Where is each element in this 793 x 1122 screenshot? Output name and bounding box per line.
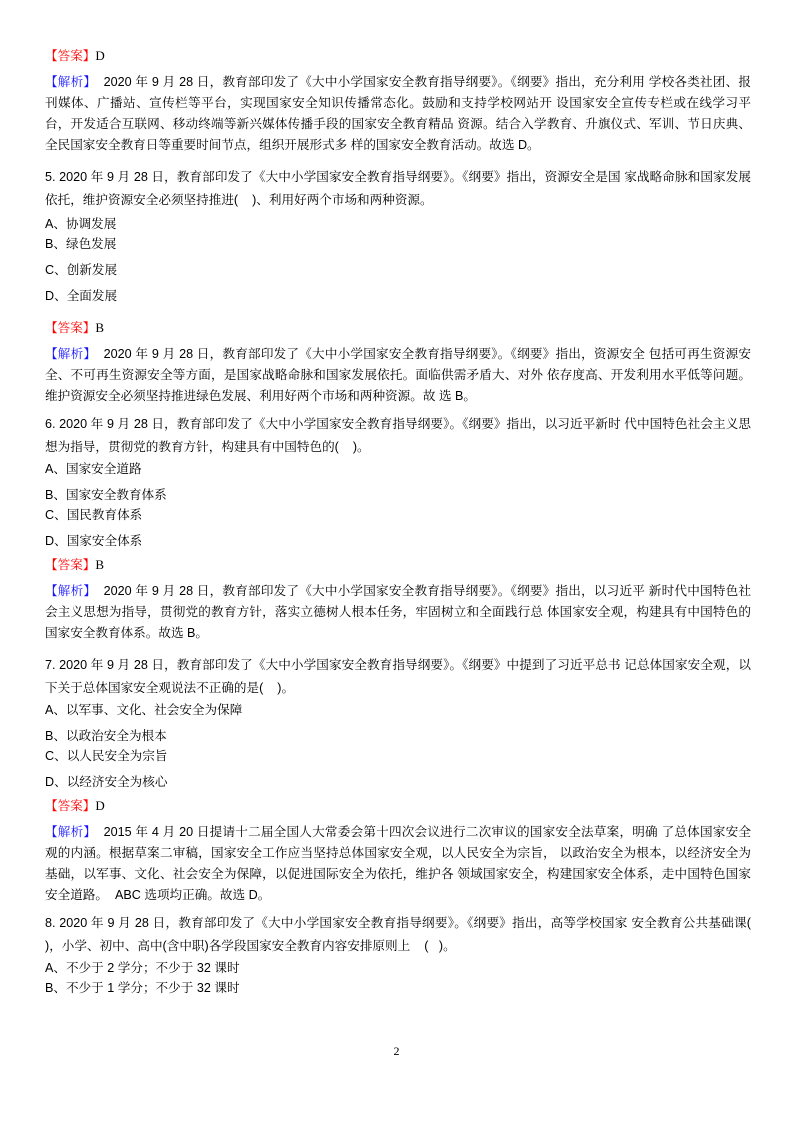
page-content — [45, 44, 765, 998]
option-5-a[interactable]: A、协调发展 — [45, 217, 117, 231]
answer-tag: 【答案】 — [45, 49, 96, 63]
explanation-tag: 【解析】 — [45, 825, 97, 839]
option-8-a[interactable]: A、不少于 2 学分；不少于 32 课时 — [45, 961, 240, 975]
explanation-q7 — [45, 822, 751, 906]
answer-tag: 【答案】 — [45, 321, 96, 335]
answer-tag: 【答案】 — [45, 799, 96, 813]
answer-tag: 【答案】 — [45, 558, 96, 572]
explanation-text-q5: 2020 年 9 月 28 日，教育部印发了《大中小学国家安全教育指导纲要》。《纲要》指出，资源安全 包括可再生资源安全、不可再生资源安全等方面，是国家战略命脉和国家发展依托。面临供需矛盾大、对外 依存度高、开发利用水平低等问题。维护资源安全必须坚持推进绿色发展、利用好两个市场和两种资源。故 选 B。 — [45, 347, 752, 403]
option-7-a[interactable]: A、以军事、文化、社会安全为保障 — [45, 703, 243, 717]
question-stem-5: 5. 2020 年 9 月 28 日，教育部印发了《大中小学国家安全教育指导纲要》。《纲要》指出，资源安全是国 家战略命脉和国家发展依托，维护资源安全必须坚持推进( )、利用好两个市场和两种资源。 — [45, 170, 751, 207]
answer-row-q6 — [45, 553, 751, 577]
explanation-tag: 【解析】 — [45, 584, 97, 598]
answer-row-q4 — [45, 44, 751, 68]
spacer — [45, 306, 751, 316]
explanation-q5 — [45, 344, 751, 407]
explanation-tag: 【解析】 — [45, 347, 97, 361]
question-stem-6: 6. 2020 年 9 月 28 日，教育部印发了《大中小学国家安全教育指导纲要》。《纲要》指出，以习近平新时 代中国特色社会主义思想为指导，贯彻党的教育方针，构建具有中国特色的( )。 — [45, 417, 751, 454]
explanation-text-q7: 2015 年 4 月 20 日提请十二届全国人大常委会第十四次会议进行二次审议的国家安全法草案，明确 了总体国家安全观的内涵。根据草案二审稿，国家安全工作应当坚持总体国家安全观，以人民安全为宗旨， 以政治安全为根本，以经济安全为基础，以军事、文化、社会安全为保障，以促进国际安全为依托，维护各 领域国家安全，构建国家安全体系，走中国特色国家安全道路。 ABC 选项均正确。故选 D。 — [45, 825, 751, 902]
option-7-c[interactable]: C、以人民安全为宗旨 — [45, 749, 168, 763]
option-6-c[interactable]: C、国民教育体系 — [45, 508, 143, 522]
answer-value-q4: D — [95, 48, 105, 63]
option-5-b[interactable]: B、绿色发展 — [45, 237, 117, 251]
option-7-b[interactable]: B、以政治安全为根本 — [45, 729, 167, 743]
answer-row-q7 — [45, 794, 751, 818]
answer-value-q5: B — [95, 320, 105, 335]
explanation-tag: 【解析】 — [45, 75, 97, 89]
spacer — [45, 644, 751, 654]
option-6-d[interactable]: D、国家安全体系 — [45, 534, 143, 548]
page-number: 2 — [393, 1044, 400, 1058]
option-6-b[interactable]: B、国家安全教育体系 — [45, 488, 167, 502]
option-6-a[interactable]: A、国家安全道路 — [45, 462, 142, 476]
option-5-d[interactable]: D、全面发展 — [45, 289, 118, 303]
question-stem-7: 7. 2020 年 9 月 28 日，教育部印发了《大中小学国家安全教育指导纲要》。《纲要》中提到了习近平总书 记总体国家安全观，以下关于总体国家安全观说法不正确的是( )。 — [45, 658, 751, 695]
option-8-b[interactable]: B、不少于 1 学分；不少于 32 课时 — [45, 981, 240, 995]
option-7-d[interactable]: D、以经济安全为核心 — [45, 775, 168, 789]
answer-value-q6: B — [95, 557, 105, 572]
explanation-q4 — [45, 72, 751, 156]
question-stem-8: 8. 2020 年 9 月 28 日，教育部印发了《大中小学国家安全教育指导纲要》。《纲要》指出，高等学校国家 安全教育公共基础课( )，小学、初中、高中(含中职)各学段国家安全教育内容安排原则上 ( )。 — [45, 916, 765, 953]
spacer — [45, 156, 751, 166]
answer-value-q7: D — [95, 798, 105, 813]
option-5-c[interactable]: C、创新发展 — [45, 263, 118, 277]
explanation-text-q6: 2020 年 9 月 28 日，教育部印发了《大中小学国家安全教育指导纲要》。《纲要》指出，以习近平 新时代中国特色社会主义思想为指导，贯彻党的教育方针，落实立德树人根本任务，牢固树立和全面践行总 体国家安全观，构建具有中国特色的国家安全教育体系。故选 B。 — [45, 584, 752, 640]
answer-row-q5 — [45, 316, 751, 340]
explanation-text-q4: 2020 年 9 月 28 日，教育部印发了《大中小学国家安全教育指导纲要》。《纲要》指出，充分利用 学校各类社团、报刊媒体、广播站、宣传栏等平台，实现国家安全知识传播常态化。鼓励和支持学校网站开 设国家安全宣传专栏或在线学习平台，开发适合互联网、移动终端等新兴媒体传播手段的国家安全教育精品 资源。结合入学教育、升旗仪式、军训、节日庆典、全民国家安全教育日等重要时间节点，组织开展形式多 样的国家安全教育活动。故选 D。 — [45, 75, 752, 152]
explanation-q6 — [45, 581, 751, 644]
